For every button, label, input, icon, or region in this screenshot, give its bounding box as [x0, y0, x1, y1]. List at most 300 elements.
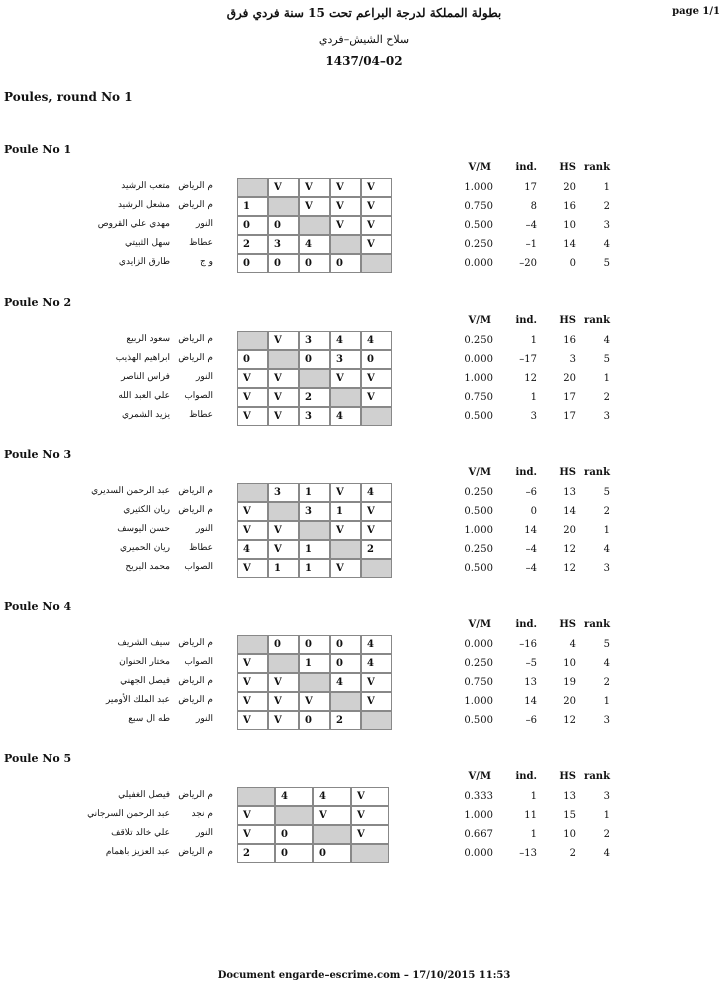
bout-cell: V — [361, 216, 392, 235]
bout-cell: 0 — [299, 635, 330, 654]
stat-hs: 17 — [563, 411, 576, 422]
bout-cell: V — [330, 197, 361, 216]
fencer-name: مختار الحنوان — [119, 657, 170, 667]
stat-hs: 13 — [563, 487, 576, 498]
bout-cell: 0 — [237, 350, 268, 369]
stat-hs: 14 — [563, 239, 576, 250]
bout-cell: V — [237, 654, 268, 673]
column-header-hs: HS — [559, 467, 576, 478]
stat-ind: 14 — [524, 696, 537, 707]
bout-cell: V — [361, 502, 392, 521]
column-header-hs: HS — [559, 619, 576, 630]
bout-cell-self — [351, 844, 389, 863]
fencer-name: علي العبد الله — [118, 391, 170, 401]
fencer-club: م الرياض — [178, 790, 213, 800]
bout-cell: V — [237, 407, 268, 426]
bout-cell: 0 — [330, 654, 361, 673]
column-header-ind: ind. — [515, 315, 537, 326]
bout-cell: V — [330, 483, 361, 502]
stat-rank: 4 — [603, 239, 610, 250]
poule-title: Poule No 5 — [4, 752, 72, 765]
stat-hs: 14 — [563, 506, 576, 517]
bout-cell-self — [237, 635, 268, 654]
bout-cell-self — [330, 540, 361, 559]
stat-hs: 2 — [569, 848, 576, 859]
bout-cell: V — [268, 388, 299, 407]
column-header-hs: HS — [559, 162, 576, 173]
stat-ind: 14 — [524, 525, 537, 536]
fencer-club: الصواب — [184, 657, 213, 667]
column-header-ind: ind. — [515, 771, 537, 782]
fencer-name: حسن اليوسف — [117, 524, 170, 534]
stat-rank: 2 — [603, 506, 610, 517]
bout-cell: 3 — [299, 502, 330, 521]
bout-cell: 3 — [299, 331, 330, 350]
stat-hs: 17 — [563, 392, 576, 403]
stat-hs: 12 — [563, 544, 576, 555]
fencer-club: عطاظ — [189, 238, 213, 248]
fencer-club: م الرياض — [178, 200, 213, 210]
stat-vm: 1.000 — [464, 810, 493, 821]
bout-cell: V — [330, 216, 361, 235]
column-header-rank: rank — [584, 467, 610, 478]
stat-rank: 2 — [603, 829, 610, 840]
stat-vm: 0.250 — [464, 658, 493, 669]
fencer-row — [0, 502, 728, 521]
column-header-rank: rank — [584, 771, 610, 782]
bout-cell: V — [237, 692, 268, 711]
stat-vm: 0.250 — [464, 335, 493, 346]
bout-cell: 0 — [361, 350, 392, 369]
bout-cell: 0 — [299, 711, 330, 730]
bout-cell: V — [237, 521, 268, 540]
bout-cell: 0 — [275, 825, 313, 844]
column-header-vm: V/M — [468, 467, 491, 478]
fencer-name: متعب الرشيد — [121, 181, 170, 191]
fencer-row — [0, 692, 728, 711]
stat-hs: 3 — [569, 354, 576, 365]
bout-cell: V — [237, 673, 268, 692]
stat-ind: 12 — [524, 373, 537, 384]
poule-title: Poule No 3 — [4, 448, 72, 461]
bout-cell: 0 — [237, 216, 268, 235]
fencer-row — [0, 197, 728, 216]
bout-cell: V — [361, 197, 392, 216]
fencer-row — [0, 350, 728, 369]
bout-cell: 4 — [330, 673, 361, 692]
stat-rank: 2 — [603, 201, 610, 212]
fencer-club: عطاظ — [189, 543, 213, 553]
bout-cell: 4 — [237, 540, 268, 559]
bout-cell: V — [361, 692, 392, 711]
bout-cell: 0 — [330, 635, 361, 654]
stat-hs: 13 — [563, 791, 576, 802]
fencer-row — [0, 635, 728, 654]
fencer-row — [0, 235, 728, 254]
stat-rank: 1 — [603, 525, 610, 536]
fencer-name: سهل الثبيتي — [125, 238, 170, 248]
fencer-name: طه ال سبع — [128, 714, 170, 724]
bout-cell: V — [330, 559, 361, 578]
fencer-club: الصواب — [184, 562, 213, 572]
fencer-row — [0, 407, 728, 426]
stat-vm: 1.000 — [464, 182, 493, 193]
page-number: page 1/1 — [672, 6, 720, 17]
fencer-name: طارق الزايدي — [118, 257, 170, 267]
stat-rank: 1 — [603, 810, 610, 821]
stat-vm: 1.000 — [464, 696, 493, 707]
bout-cell: V — [361, 178, 392, 197]
stat-vm: 0.000 — [464, 639, 493, 650]
bout-cell: 1 — [268, 559, 299, 578]
stat-rank: 3 — [603, 715, 610, 726]
fencer-club: م نجد — [191, 809, 213, 819]
stat-vm: 0.000 — [464, 848, 493, 859]
stat-ind: 0 — [530, 506, 537, 517]
bout-cell-self — [361, 559, 392, 578]
stat-hs: 19 — [563, 677, 576, 688]
fencer-row — [0, 540, 728, 559]
bout-cell: 1 — [330, 502, 361, 521]
fencer-club: م الرياض — [178, 353, 213, 363]
poule-title: Poule No 1 — [4, 143, 72, 156]
bout-cell-self — [299, 216, 330, 235]
fencer-club: م الرياض — [178, 638, 213, 648]
fencer-name: عبد الملك الأومير — [105, 695, 170, 705]
stat-ind: –4 — [525, 220, 537, 231]
bout-cell: V — [237, 806, 275, 825]
column-header-ind: ind. — [515, 619, 537, 630]
bout-cell: 1 — [299, 540, 330, 559]
bout-cell: V — [361, 673, 392, 692]
stat-vm: 0.250 — [464, 239, 493, 250]
column-header-ind: ind. — [515, 162, 537, 173]
fencer-name: محمد البريح — [125, 562, 170, 572]
bout-cell-self — [299, 673, 330, 692]
bout-cell: 0 — [268, 635, 299, 654]
fencer-club: م الرياض — [178, 676, 213, 686]
bout-cell: 4 — [313, 787, 351, 806]
bout-cell: 2 — [237, 844, 275, 863]
fencer-row — [0, 844, 728, 863]
bout-cell: 4 — [361, 635, 392, 654]
document-date: 1437/04–02 — [325, 54, 403, 68]
bout-cell: 3 — [299, 407, 330, 426]
fencer-name: سعود الربيع — [126, 334, 170, 344]
stat-rank: 5 — [603, 487, 610, 498]
stat-ind: 3 — [530, 411, 537, 422]
stat-rank: 5 — [603, 354, 610, 365]
bout-cell: 4 — [361, 483, 392, 502]
footer-text: Document engarde–escrime.com – 17/10/2015 11:53 — [217, 970, 511, 981]
bout-cell: V — [313, 806, 351, 825]
stat-ind: 1 — [530, 335, 537, 346]
document-title: بطولة المملكة لدرجة البراعم تحت 15 سنة فردي فرق — [226, 6, 502, 20]
fencer-name: فيصل الغفيلي — [118, 790, 170, 800]
bout-cell: V — [330, 369, 361, 388]
stat-ind: –1 — [525, 239, 537, 250]
stat-vm: 0.750 — [464, 392, 493, 403]
column-header-rank: rank — [584, 619, 610, 630]
stat-ind: 1 — [530, 791, 537, 802]
stat-ind: –5 — [525, 658, 537, 669]
stat-hs: 12 — [563, 563, 576, 574]
column-header-vm: V/M — [468, 619, 491, 630]
bout-cell-self — [237, 178, 268, 197]
bout-cell: 0 — [268, 254, 299, 273]
stat-ind: 1 — [530, 392, 537, 403]
stat-rank: 4 — [603, 544, 610, 555]
bout-cell: V — [237, 502, 268, 521]
bout-cell-self — [237, 787, 275, 806]
bout-cell: V — [237, 711, 268, 730]
stat-vm: 0.500 — [464, 411, 493, 422]
fencer-club: م الرياض — [178, 486, 213, 496]
fencer-club: الصواب — [184, 391, 213, 401]
stat-ind: –17 — [519, 354, 537, 365]
fencer-row — [0, 673, 728, 692]
bout-cell: V — [237, 388, 268, 407]
bout-cell: V — [330, 521, 361, 540]
column-header-vm: V/M — [468, 162, 491, 173]
bout-cell: V — [268, 407, 299, 426]
fencer-club: م الرياض — [178, 181, 213, 191]
document-subtitle: سلاح الشيش–فردي — [318, 33, 410, 46]
stat-ind: –16 — [519, 639, 537, 650]
fencer-row — [0, 787, 728, 806]
fencer-row — [0, 369, 728, 388]
bout-cell: 2 — [299, 388, 330, 407]
stat-ind: 17 — [524, 182, 537, 193]
stat-vm: 0.500 — [464, 220, 493, 231]
round-title: Poules, round No 1 — [4, 90, 133, 104]
fencer-name: ريان الكثيري — [123, 505, 170, 515]
bout-cell-self — [237, 331, 268, 350]
bout-cell-self — [330, 388, 361, 407]
fencer-club: و ج — [199, 257, 213, 267]
stat-hs: 4 — [569, 639, 576, 650]
fencer-row — [0, 806, 728, 825]
column-header-vm: V/M — [468, 771, 491, 782]
stat-hs: 10 — [563, 658, 576, 669]
bout-cell: V — [299, 197, 330, 216]
fencer-club: م الرياض — [178, 847, 213, 857]
bout-cell: V — [361, 521, 392, 540]
bout-cell: V — [351, 787, 389, 806]
bout-cell: 0 — [313, 844, 351, 863]
stat-vm: 0.500 — [464, 715, 493, 726]
stat-vm: 0.250 — [464, 487, 493, 498]
bout-cell: 3 — [330, 350, 361, 369]
stat-ind: 1 — [530, 829, 537, 840]
column-header-rank: rank — [584, 162, 610, 173]
bout-cell: V — [299, 692, 330, 711]
column-header-hs: HS — [559, 315, 576, 326]
bout-cell: 3 — [268, 235, 299, 254]
bout-cell-self — [330, 692, 361, 711]
fencer-row — [0, 331, 728, 350]
bout-cell-self — [299, 521, 330, 540]
fencer-club: النور — [196, 219, 213, 229]
fencer-row — [0, 559, 728, 578]
bout-cell: 1 — [299, 559, 330, 578]
fencer-club: م الرياض — [178, 334, 213, 344]
bout-cell: V — [299, 178, 330, 197]
stat-ind: –20 — [519, 258, 537, 269]
bout-cell: V — [268, 369, 299, 388]
stat-hs: 15 — [563, 810, 576, 821]
bout-cell: 4 — [361, 331, 392, 350]
stat-vm: 0.250 — [464, 544, 493, 555]
column-header-rank: rank — [584, 315, 610, 326]
bout-cell: V — [361, 388, 392, 407]
stat-rank: 3 — [603, 411, 610, 422]
bout-cell: V — [268, 673, 299, 692]
fencer-name: علي خالد تلاقف — [111, 828, 170, 838]
stat-rank: 1 — [603, 182, 610, 193]
bout-cell-self — [361, 254, 392, 273]
bout-cell: 1 — [299, 654, 330, 673]
bout-cell: V — [268, 521, 299, 540]
stat-ind: –6 — [525, 715, 537, 726]
bout-cell: V — [268, 178, 299, 197]
column-header-hs: HS — [559, 771, 576, 782]
stat-ind: 8 — [530, 201, 537, 212]
bout-cell: V — [268, 331, 299, 350]
stat-hs: 20 — [563, 182, 576, 193]
column-header-ind: ind. — [515, 467, 537, 478]
fencer-row — [0, 254, 728, 273]
stat-hs: 10 — [563, 829, 576, 840]
bout-cell: V — [237, 369, 268, 388]
fencer-club: م الرياض — [178, 695, 213, 705]
fencer-row — [0, 178, 728, 197]
bout-cell: V — [330, 178, 361, 197]
fencer-row — [0, 654, 728, 673]
fencer-row — [0, 483, 728, 502]
bout-cell: 0 — [299, 254, 330, 273]
stat-vm: 0.500 — [464, 506, 493, 517]
stat-hs: 16 — [563, 201, 576, 212]
bout-cell: 4 — [299, 235, 330, 254]
bout-cell-self — [237, 483, 268, 502]
bout-cell: V — [351, 806, 389, 825]
bout-cell: V — [237, 559, 268, 578]
bout-cell-self — [313, 825, 351, 844]
bout-cell: 0 — [237, 254, 268, 273]
stat-vm: 0.667 — [464, 829, 493, 840]
bout-cell: 2 — [330, 711, 361, 730]
stat-rank: 2 — [603, 392, 610, 403]
bout-cell-self — [268, 197, 299, 216]
stat-vm: 0.500 — [464, 563, 493, 574]
stat-ind: –4 — [525, 544, 537, 555]
stat-ind: 13 — [524, 677, 537, 688]
stat-rank: 4 — [603, 848, 610, 859]
stat-vm: 1.000 — [464, 525, 493, 536]
stat-ind: 11 — [524, 810, 537, 821]
bout-cell-self — [361, 711, 392, 730]
stat-hs: 20 — [563, 373, 576, 384]
fencer-row — [0, 711, 728, 730]
stat-hs: 10 — [563, 220, 576, 231]
stat-rank: 3 — [603, 220, 610, 231]
poule-title: Poule No 4 — [4, 600, 72, 613]
fencer-row — [0, 521, 728, 540]
fencer-club: النور — [196, 714, 213, 724]
stat-vm: 0.750 — [464, 201, 493, 212]
bout-cell: 2 — [237, 235, 268, 254]
poule-title: Poule No 2 — [4, 296, 72, 309]
stat-rank: 5 — [603, 639, 610, 650]
fencer-name: ابراهيم الهذيب — [115, 353, 170, 363]
fencer-club: النور — [196, 828, 213, 838]
bout-cell-self — [268, 654, 299, 673]
bout-cell-self — [299, 369, 330, 388]
bout-cell-self — [275, 806, 313, 825]
stat-ind: –13 — [519, 848, 537, 859]
bout-cell-self — [268, 350, 299, 369]
stat-hs: 20 — [563, 525, 576, 536]
fencer-name: عبد الرحمن السديري — [91, 486, 170, 496]
fencer-row — [0, 216, 728, 235]
fencer-name: مهدي علي القروص — [97, 219, 170, 229]
stat-vm: 0.000 — [464, 354, 493, 365]
fencer-name: فيصل الجهني — [120, 676, 170, 686]
bout-cell: 2 — [361, 540, 392, 559]
bout-cell-self — [361, 407, 392, 426]
bout-cell: 0 — [275, 844, 313, 863]
stat-hs: 16 — [563, 335, 576, 346]
fencer-name: عبد الرحمن السرجاني — [87, 809, 170, 819]
bout-cell: V — [361, 235, 392, 254]
bout-cell: 0 — [330, 254, 361, 273]
bout-cell: V — [237, 825, 275, 844]
fencer-club: عطاظ — [189, 410, 213, 420]
bout-cell: 3 — [268, 483, 299, 502]
stat-vm: 0.333 — [464, 791, 493, 802]
bout-cell: 0 — [299, 350, 330, 369]
stat-rank: 1 — [603, 373, 610, 384]
stat-rank: 3 — [603, 791, 610, 802]
bout-cell: V — [268, 692, 299, 711]
stat-hs: 12 — [563, 715, 576, 726]
stat-rank: 3 — [603, 563, 610, 574]
bout-cell-self — [330, 235, 361, 254]
bout-cell: 1 — [299, 483, 330, 502]
stat-vm: 0.000 — [464, 258, 493, 269]
stat-ind: –4 — [525, 563, 537, 574]
fencer-name: ريان الحميري — [119, 543, 170, 553]
bout-cell: 4 — [330, 407, 361, 426]
stat-hs: 0 — [569, 258, 576, 269]
stat-rank: 4 — [603, 335, 610, 346]
stat-vm: 0.750 — [464, 677, 493, 688]
bout-cell: V — [351, 825, 389, 844]
bout-cell: V — [361, 369, 392, 388]
stat-rank: 5 — [603, 258, 610, 269]
bout-cell: 4 — [275, 787, 313, 806]
fencer-club: النور — [196, 524, 213, 534]
fencer-name: عبد العزيز باهمام — [105, 847, 170, 857]
fencer-row — [0, 825, 728, 844]
bout-cell: 0 — [268, 216, 299, 235]
bout-cell: 1 — [237, 197, 268, 216]
bout-cell: V — [268, 540, 299, 559]
fencer-row — [0, 388, 728, 407]
stat-rank: 2 — [603, 677, 610, 688]
stat-ind: –6 — [525, 487, 537, 498]
